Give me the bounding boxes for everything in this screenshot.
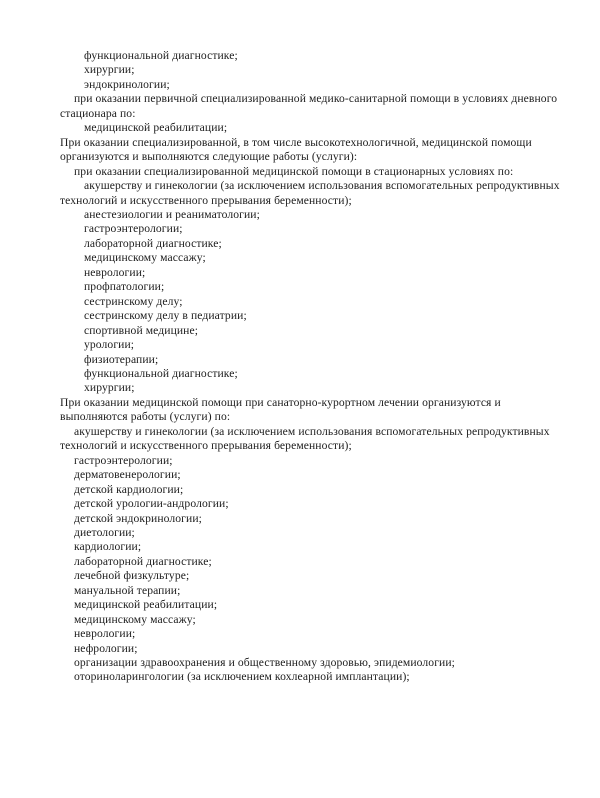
document-line: выполняются работы (услуги) по:: [60, 410, 231, 424]
document-line: профпатологии;: [84, 280, 165, 294]
document-line: сестринскому делу в педиатрии;: [84, 309, 247, 323]
document-line: лабораторной диагностике;: [74, 554, 212, 568]
document-line: медицинской реабилитации;: [84, 121, 228, 135]
document-line: анестезиологии и реаниматологии;: [84, 207, 260, 221]
document-line: оториноларингологии (за исключением кохлеарной имплантации);: [74, 670, 410, 684]
document-line: урологии;: [84, 338, 135, 352]
document-line: стационара по:: [60, 106, 136, 120]
document-text-block: [60, 49, 570, 685]
document-line: при оказании специализированной медицинской помощи в стационарных условиях по:: [74, 164, 514, 178]
document-line: технологий и искусственного прерывания беременности);: [60, 193, 352, 207]
document-line: При оказании специализированной, в том числе высокотехнологичной, медицинской помощи: [60, 135, 532, 149]
document-line: детской эндокринологии;: [74, 511, 202, 525]
document-line: акушерству и гинекологии (за исключением использования вспомогательных репродуктивных: [84, 179, 560, 193]
document-line: лабораторной диагностике;: [84, 236, 222, 250]
document-line: функциональной диагностике;: [84, 49, 238, 62]
document-line: эндокринологии;: [84, 77, 170, 91]
document-line: детской урологии-андрологии;: [74, 497, 229, 511]
document-line: гастроэнтерологии;: [84, 222, 183, 236]
document-line: дерматовенерологии;: [74, 468, 181, 482]
document-line: кардиологии;: [74, 540, 142, 554]
document-line: медицинскому массажу;: [84, 251, 206, 265]
document-line: диетологии;: [74, 525, 135, 539]
document-line: при оказании первичной специализированной медико-санитарной помощи в условиях дневного: [74, 92, 558, 106]
document-line: мануальной терапии;: [74, 583, 181, 597]
document-line: медицинской реабилитации;: [74, 598, 218, 612]
document-line: медицинскому массажу;: [74, 612, 196, 626]
document-line: гастроэнтерологии;: [74, 453, 173, 467]
document-line: акушерству и гинекологии (за исключением использования вспомогательных репродуктивных: [74, 424, 550, 438]
document-line: При оказании медицинской помощи при санаторно-курортном лечении организуются и: [60, 395, 501, 409]
document-line: лечебной физкультуре;: [74, 569, 190, 583]
document-line: неврологии;: [84, 265, 146, 279]
document-line: сестринскому делу;: [84, 294, 183, 308]
document-line: физиотерапии;: [84, 352, 159, 366]
document-line: хирургии;: [84, 381, 135, 395]
document-line: нефрологии;: [74, 641, 138, 655]
document-line: технологий и искусственного прерывания беременности);: [60, 439, 352, 453]
document-line: неврологии;: [74, 627, 136, 641]
document-line: функциональной диагностике;: [84, 366, 238, 380]
document-line: организуются и выполняются следующие работы (услуги):: [60, 150, 358, 164]
document-line: организации здравоохранения и общественному здоровью, эпидемиологии;: [74, 656, 455, 670]
document-line: спортивной медицине;: [84, 323, 199, 337]
document-line: детской кардиологии;: [74, 482, 184, 496]
document-line: хирургии;: [84, 63, 135, 77]
